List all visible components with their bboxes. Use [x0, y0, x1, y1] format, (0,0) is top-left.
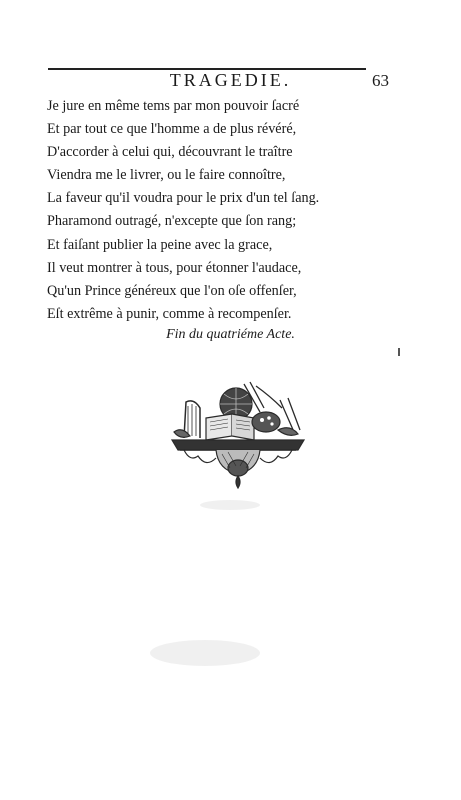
fleuron-still-life-icon: [170, 378, 306, 490]
verse-line: Et faiſant publier la peine avec la grace,: [47, 236, 273, 253]
running-title: TRAGEDIE.: [169, 70, 292, 90]
stray-ink-mark: [398, 348, 400, 356]
verse-line: Il veut montrer à tous, pour étonner l'audace,: [47, 259, 302, 276]
bleed-through-smudge: [150, 640, 260, 666]
verse-line: La faveur qu'il voudra pour le prix d'un tel ſang.: [47, 190, 320, 207]
verse-line: Viendra me le livrer, ou le faire connoître,: [47, 167, 286, 184]
verse-line: Eſt extrême à punir, comme à recompenſer.: [47, 305, 292, 322]
verse-block: [47, 95, 427, 326]
verse-line: Qu'un Prince généreux que l'on oſe offenſer,: [47, 282, 297, 299]
verse-line: Je jure en même tems par mon pouvoir ſacré: [47, 98, 300, 114]
bleed-through-smudge: [200, 500, 260, 510]
act-end-caption: Fin du quatriéme Acte.: [166, 327, 295, 342]
page-number: 63: [372, 71, 389, 90]
verse-line: Et par tout ce que l'homme a de plus révéré,: [47, 121, 297, 138]
verse-line: D'accorder à celui qui, découvrant le traître: [47, 144, 293, 161]
verse-line: Pharamond outragé, n'excepte que ſon rang;: [47, 213, 297, 230]
